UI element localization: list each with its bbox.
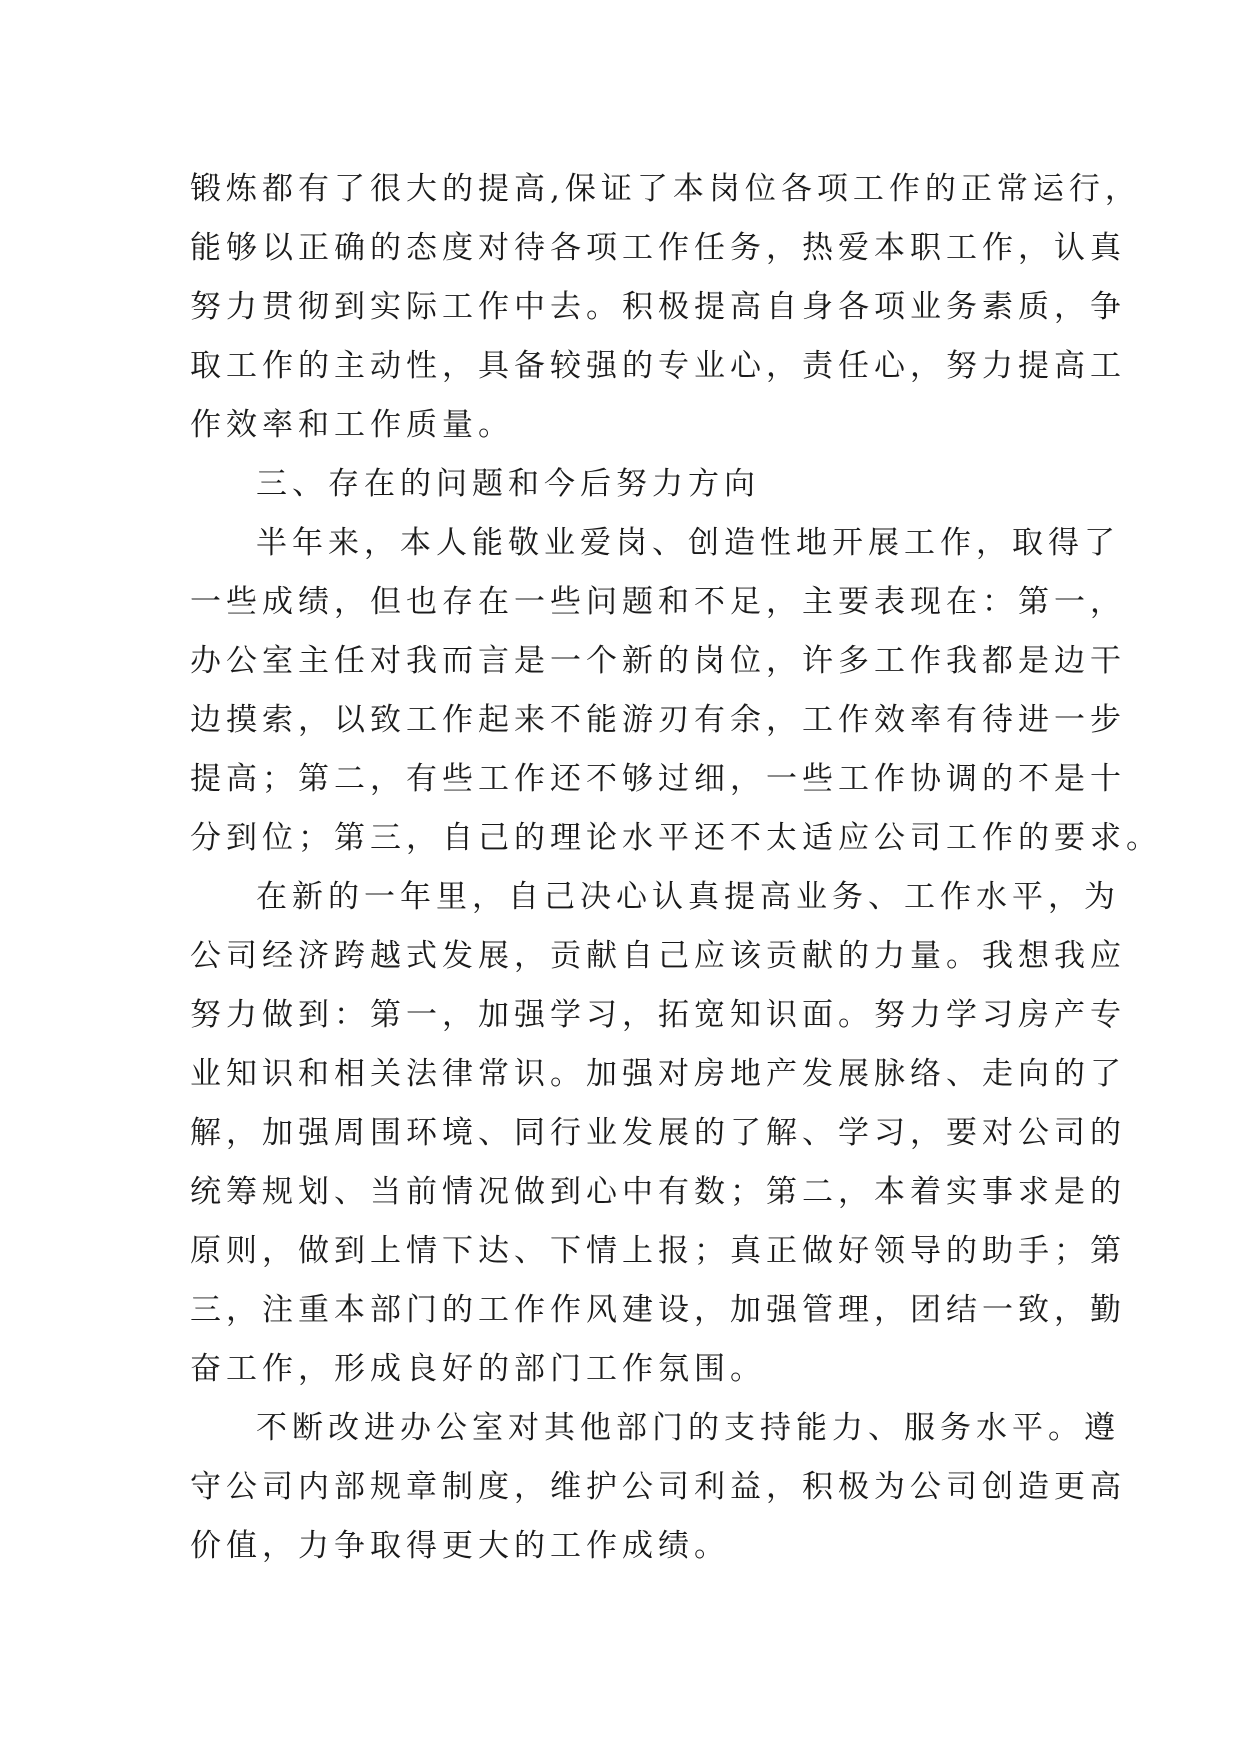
paragraph-problems — [190, 514, 1162, 868]
text-line: 不断改进办公室对其他部门的支持能力、服务水平。遵 — [256, 1410, 1120, 1446]
text-line: 取工作的主动性，具备较强的专业心，责任心，努力提高工 — [190, 348, 1126, 384]
text-line: 办公室主任对我而言是一个新的岗位，许多工作我都是边干 — [190, 643, 1126, 679]
text-line: 能够以正确的态度对待各项工作任务，热爱本职工作，认真 — [190, 230, 1126, 266]
text-line: 价值，力争取得更大的工作成绩。 — [190, 1528, 730, 1564]
text-line: 原则，做到上情下达、下情上报；真正做好领导的助手；第 — [190, 1233, 1126, 1269]
text-line: 努力贯彻到实际工作中去。积极提高自身各项业务素质，争 — [190, 289, 1126, 325]
text-line: 在新的一年里，自己决心认真提高业务、工作水平，为 — [256, 879, 1120, 915]
section-heading-problems-and-direction — [190, 455, 1090, 514]
text-line: 半年来，本人能敬业爱岗、创造性地开展工作，取得了 — [256, 525, 1120, 561]
text-line: 作效率和工作质量。 — [190, 407, 514, 443]
paragraph-new-year-plan — [190, 868, 1126, 1399]
text-line: 锻炼都有了很大的提高,保证了本岗位各项工作的正常运行， — [190, 171, 1141, 207]
text-line: 努力做到：第一，加强学习，拓宽知识面。努力学习房产专 — [190, 997, 1126, 1033]
text-line: 解，加强周围环境、同行业发展的了解、学习，要对公司的 — [190, 1115, 1126, 1151]
text-line: 统筹规划、当前情况做到心中有数；第二，本着实事求是的 — [190, 1174, 1126, 1210]
text-line: 一些成绩，但也存在一些问题和不足，主要表现在：第一， — [190, 584, 1126, 620]
paragraph-service-improvement — [190, 1399, 1126, 1576]
text-line: 业知识和相关法律常识。加强对房地产发展脉络、走向的了 — [190, 1056, 1126, 1092]
text-line: 守公司内部规章制度，维护公司利益，积极为公司创造更高 — [190, 1469, 1126, 1505]
text-line: 分到位；第三，自己的理论水平还不太适应公司工作的要求。 — [190, 820, 1162, 856]
text-line: 三、存在的问题和今后努力方向 — [256, 466, 760, 502]
text-line: 边摸索，以致工作起来不能游刃有余，工作效率有待进一步 — [190, 702, 1126, 738]
text-line: 公司经济跨越式发展，贡献自己应该贡献的力量。我想我应 — [190, 938, 1126, 974]
document-page — [190, 160, 1162, 1576]
paragraph-work-attitude — [190, 160, 1141, 455]
text-line: 三，注重本部门的工作作风建设，加强管理，团结一致，勤 — [190, 1292, 1126, 1328]
text-line: 提高；第二，有些工作还不够过细，一些工作协调的不是十 — [190, 761, 1126, 797]
text-line: 奋工作，形成良好的部门工作氛围。 — [190, 1351, 766, 1387]
